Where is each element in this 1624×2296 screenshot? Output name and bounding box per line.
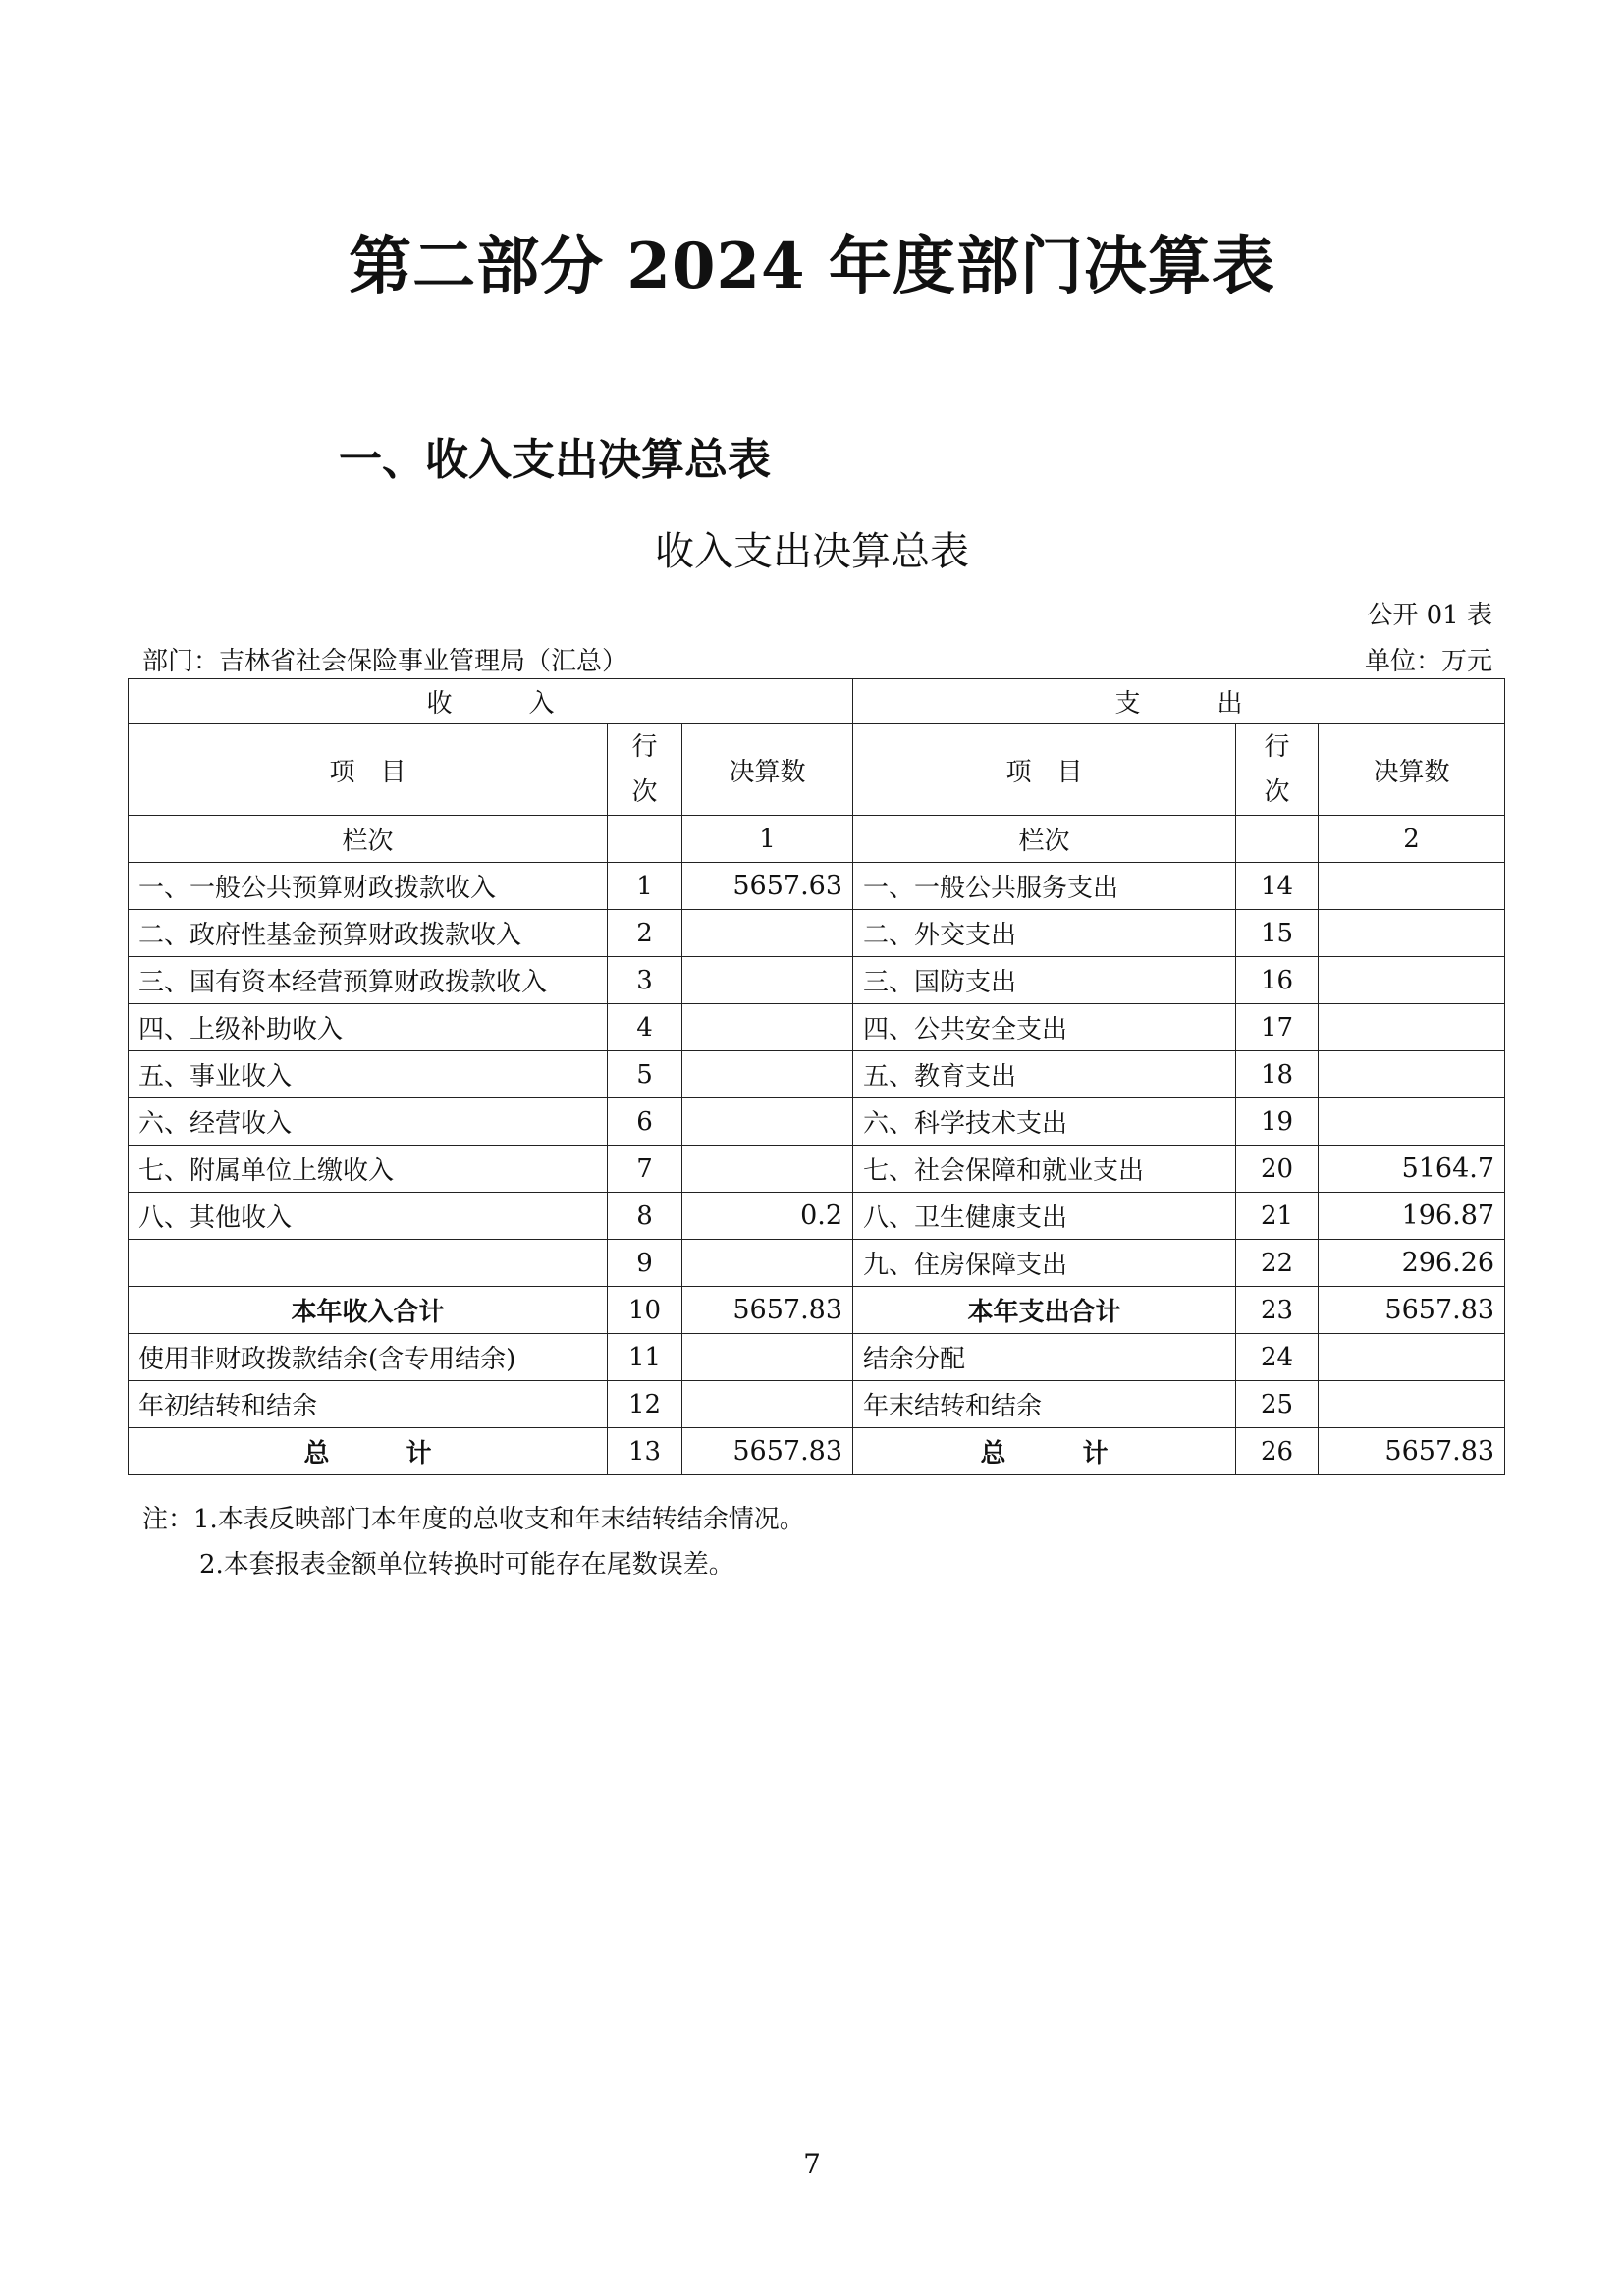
- expense-item: 年末结转和结余: [853, 1381, 1236, 1428]
- table-row: [129, 1287, 1505, 1334]
- table-title: 收入支出决算总表: [655, 529, 969, 574]
- table-row: [129, 1428, 1505, 1475]
- expense-item: 二、外交支出: [853, 910, 1236, 957]
- income-item: 年初结转和结余: [129, 1381, 608, 1428]
- page-number: 7: [803, 2148, 821, 2180]
- income-item: 总 计: [129, 1428, 608, 1475]
- income-amount: [682, 1004, 853, 1051]
- income-row-no: 8: [608, 1193, 682, 1240]
- income-column-order-blank: [608, 816, 682, 863]
- income-row-no: 9: [608, 1240, 682, 1287]
- expense-amount-header: 决算数: [1319, 724, 1505, 816]
- expense-amount: 5657.83: [1319, 1287, 1505, 1334]
- income-amount: [682, 1098, 853, 1146]
- note-2: 2.本套报表金额单位转换时可能存在尾数误差。: [199, 1550, 734, 1579]
- expense-row-no: 24: [1236, 1334, 1319, 1381]
- income-amount: [682, 1146, 853, 1193]
- section-header-row: [129, 679, 1505, 724]
- income-item: 五、事业收入: [129, 1051, 608, 1098]
- income-row-no: 7: [608, 1146, 682, 1193]
- expense-amount: 5164.7: [1319, 1146, 1505, 1193]
- income-row-no: 3: [608, 957, 682, 1004]
- income-item: 使用非财政拨款结余(含专用结余): [129, 1334, 608, 1381]
- unit-label: 单位：万元: [1364, 647, 1492, 676]
- form-number: 公开 01 表: [1367, 601, 1492, 630]
- expense-item: 五、教育支出: [853, 1051, 1236, 1098]
- table-row: [129, 1004, 1505, 1051]
- expense-amount: [1319, 863, 1505, 910]
- expense-column-number: 2: [1319, 816, 1505, 863]
- income-item: 八、其他收入: [129, 1193, 608, 1240]
- expense-row-no: 15: [1236, 910, 1319, 957]
- income-item: 四、上级补助收入: [129, 1004, 608, 1051]
- income-item: 一、一般公共预算财政拨款收入: [129, 863, 608, 910]
- expense-row-no: 22: [1236, 1240, 1319, 1287]
- expense-item: 九、住房保障支出: [853, 1240, 1236, 1287]
- table-row: [129, 1146, 1505, 1193]
- income-row-no: 13: [608, 1428, 682, 1475]
- expense-item: 三、国防支出: [853, 957, 1236, 1004]
- income-amount: [682, 1381, 853, 1428]
- expense-amount: 196.87: [1319, 1193, 1505, 1240]
- income-row-no: 2: [608, 910, 682, 957]
- table-row: [129, 1381, 1505, 1428]
- column-order-row: [129, 816, 1505, 863]
- income-row-no: 12: [608, 1381, 682, 1428]
- expense-amount: 5657.83: [1319, 1428, 1505, 1475]
- expense-amount: [1319, 1004, 1505, 1051]
- expense-row-no: 23: [1236, 1287, 1319, 1334]
- expense-amount: [1319, 1381, 1505, 1428]
- expense-amount: [1319, 1334, 1505, 1381]
- income-amount: [682, 910, 853, 957]
- income-amount: [682, 1051, 853, 1098]
- expense-item: 八、卫生健康支出: [853, 1193, 1236, 1240]
- expense-header: 支 出: [853, 679, 1505, 724]
- income-amount: 5657.83: [682, 1287, 853, 1334]
- income-amount: 5657.83: [682, 1428, 853, 1475]
- expense-row-no: 21: [1236, 1193, 1319, 1240]
- expense-row-no: 26: [1236, 1428, 1319, 1475]
- income-column-number: 1: [682, 816, 853, 863]
- table-row: [129, 863, 1505, 910]
- income-item: [129, 1240, 608, 1287]
- expense-item: 本年支出合计: [853, 1287, 1236, 1334]
- income-amount: [682, 957, 853, 1004]
- income-item-header: 项 目: [129, 724, 608, 816]
- expense-row-no: 19: [1236, 1098, 1319, 1146]
- part-title: 第二部分 2024 年度部门决算表: [349, 230, 1275, 303]
- income-row-no: 6: [608, 1098, 682, 1146]
- income-item: 七、附属单位上缴收入: [129, 1146, 608, 1193]
- income-row-no: 1: [608, 863, 682, 910]
- income-amount: 0.2: [682, 1193, 853, 1240]
- income-row-no-header: [608, 724, 682, 816]
- section-title: 一、收入支出决算总表: [339, 435, 771, 485]
- row-no-char-1: 行: [631, 732, 658, 762]
- income-row-no: 4: [608, 1004, 682, 1051]
- income-row-no: 5: [608, 1051, 682, 1098]
- row-no-char-2: 次: [631, 777, 658, 807]
- expense-column-order-blank: [1236, 816, 1319, 863]
- expense-amount: [1319, 1051, 1505, 1098]
- expense-amount: [1319, 910, 1505, 957]
- income-amount: [682, 1240, 853, 1287]
- column-header-row: [129, 724, 1505, 816]
- expense-row-no: 20: [1236, 1146, 1319, 1193]
- table-row: [129, 1334, 1505, 1381]
- expense-item: 总 计: [853, 1428, 1236, 1475]
- expense-amount: 296.26: [1319, 1240, 1505, 1287]
- income-amount-header: 决算数: [682, 724, 853, 816]
- income-item: 六、经营收入: [129, 1098, 608, 1146]
- income-item: 本年收入合计: [129, 1287, 608, 1334]
- expense-row-no: 18: [1236, 1051, 1319, 1098]
- expense-item-header: 项 目: [853, 724, 1236, 816]
- income-item: 二、政府性基金预算财政拨款收入: [129, 910, 608, 957]
- income-header: 收 入: [129, 679, 853, 724]
- expense-item: 六、科学技术支出: [853, 1098, 1236, 1146]
- expense-item: 结余分配: [853, 1334, 1236, 1381]
- income-row-no: 11: [608, 1334, 682, 1381]
- row-no-char-1: 行: [1264, 732, 1290, 762]
- expense-item: 七、社会保障和就业支出: [853, 1146, 1236, 1193]
- income-amount: 5657.63: [682, 863, 853, 910]
- income-row-no: 10: [608, 1287, 682, 1334]
- expense-item: 一、一般公共服务支出: [853, 863, 1236, 910]
- table-row: [129, 1098, 1505, 1146]
- row-no-char-2: 次: [1264, 777, 1290, 807]
- expense-row-no: 16: [1236, 957, 1319, 1004]
- expense-amount: [1319, 957, 1505, 1004]
- table-row: [129, 910, 1505, 957]
- table-row: [129, 957, 1505, 1004]
- expense-column-order: 栏次: [853, 816, 1236, 863]
- expense-row-no-header: [1236, 724, 1319, 816]
- income-expense-table: [128, 678, 1505, 1475]
- expense-row-no: 25: [1236, 1381, 1319, 1428]
- expense-row-no: 17: [1236, 1004, 1319, 1051]
- note-1: 注：1.本表反映部门本年度的总收支和年末结转结余情况。: [142, 1505, 805, 1534]
- income-amount: [682, 1334, 853, 1381]
- table-row: [129, 1240, 1505, 1287]
- table-row: [129, 1051, 1505, 1098]
- income-item: 三、国有资本经营预算财政拨款收入: [129, 957, 608, 1004]
- expense-row-no: 14: [1236, 863, 1319, 910]
- expense-amount: [1319, 1098, 1505, 1146]
- table-row: [129, 1193, 1505, 1240]
- expense-item: 四、公共安全支出: [853, 1004, 1236, 1051]
- department-label: 部门：吉林省社会保险事业管理局（汇总）: [142, 647, 628, 676]
- income-column-order: 栏次: [129, 816, 608, 863]
